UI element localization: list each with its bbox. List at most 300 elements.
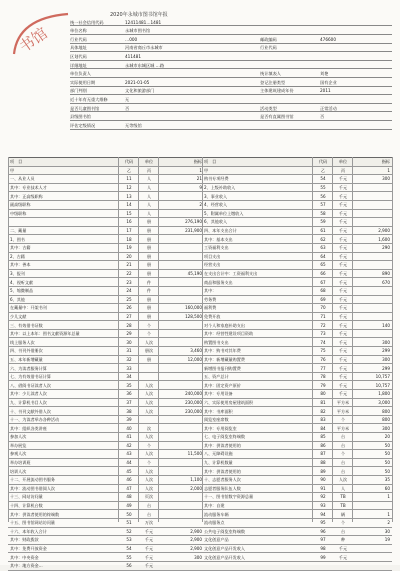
table-cell: 其中：固定资产原价	[204, 382, 241, 388]
table-cell: 其中：书库面积	[204, 408, 233, 414]
table-cell: 千元	[338, 210, 348, 216]
table-cell: 台	[340, 434, 346, 440]
table-cell: 86	[320, 442, 326, 448]
table-cell: 册	[146, 271, 152, 277]
table-grid-line	[8, 157, 9, 522]
table-cell: 69	[320, 296, 326, 302]
table-cell: 个	[340, 520, 346, 526]
table-row	[8, 321, 392, 330]
table-cell: 50	[384, 468, 390, 474]
table-cell: 19	[384, 537, 390, 543]
table-cell: 50	[126, 511, 132, 517]
table-cell: 83	[320, 417, 326, 423]
table-cell: 39	[126, 417, 132, 423]
table-row	[8, 467, 392, 476]
table-cell: 文化创意产品	[204, 537, 229, 543]
table-row	[8, 493, 392, 502]
table-cell: 84	[320, 425, 326, 431]
table-cell: 21	[126, 262, 132, 268]
table-cell: 举办展览	[10, 442, 27, 448]
header-row	[70, 61, 392, 69]
table-cell: 1	[387, 167, 390, 173]
table-cell: 2	[199, 202, 202, 208]
table-cell: 17	[126, 228, 132, 234]
table-cell: 六、为读者服务计算	[10, 365, 47, 371]
table-cell: 1,600	[378, 236, 390, 242]
table-cell: 30	[384, 528, 390, 534]
svg-text:书馆: 书馆	[15, 24, 51, 57]
table-cell: 四、书刊外借册次	[10, 348, 43, 354]
table-cell: 副高级职称	[10, 202, 31, 208]
statistics-table	[8, 157, 392, 571]
table-cell: 56	[126, 563, 132, 569]
table-cell: 53	[126, 537, 132, 543]
table-row	[8, 175, 392, 184]
table-cell: 甲	[204, 167, 209, 173]
header-value-2: 正常活动	[320, 105, 337, 111]
table-cell: 种	[340, 537, 346, 543]
table-row	[8, 227, 392, 236]
table-cell: 千元	[338, 245, 348, 251]
table-cell: 42	[126, 442, 132, 448]
table-cell: 千元	[338, 176, 348, 182]
table-row	[8, 536, 392, 545]
table-cell: 九、计算机数量	[204, 460, 233, 466]
table-cell: TB	[340, 503, 346, 509]
table-grid-line	[202, 157, 203, 522]
table-cell: 千元	[338, 193, 348, 199]
table-cell: 其中：善本	[10, 262, 31, 268]
table-cell: 八、无障碍设施	[204, 451, 233, 457]
table-cell: 18	[126, 236, 132, 242]
header-label: 评估定级情况	[70, 122, 96, 128]
table-row	[8, 433, 392, 442]
table-cell: 其中：少儿读者人次	[10, 391, 47, 397]
table-cell: 2	[387, 520, 390, 526]
header-label-2: 主体建筑建成年份	[260, 88, 294, 94]
table-cell: 80	[320, 391, 326, 397]
table-row	[8, 485, 392, 494]
table-cell: 人次	[144, 451, 154, 457]
table-cell: 45,190	[187, 271, 202, 277]
table-cell: 240,000	[185, 391, 202, 397]
table-cell: 其中：供读者使用的终端数	[10, 511, 60, 517]
table-cell: 47	[126, 485, 132, 491]
table-cell: 十一、为读者举办各种活动	[10, 417, 60, 423]
table-cell: 27	[126, 313, 132, 319]
table-cell: 89	[320, 468, 326, 474]
header-row	[70, 95, 392, 103]
table-grid-line	[332, 157, 333, 522]
table-cell: 54	[126, 546, 132, 552]
table-cell: 千元	[338, 374, 348, 380]
table-cell: 49	[126, 503, 132, 509]
table-cell: 10,757	[375, 374, 390, 380]
table-cell: 6、其他	[10, 296, 25, 302]
table-cell: 92	[320, 494, 326, 500]
table-row	[8, 364, 392, 373]
table-cell: 44	[126, 460, 132, 466]
table-cell: 项 目	[10, 159, 23, 165]
table-cell: 46	[126, 477, 132, 483]
table-cell: 四、本年支出合计	[204, 228, 237, 234]
table-cell: 95	[320, 520, 326, 526]
table-cell: 十六、本年收入合计	[10, 528, 47, 534]
table-cell: 对个人和家庭补助支出	[204, 322, 245, 328]
table-cell: 免费开放	[204, 313, 221, 319]
table-cell: 1	[199, 167, 202, 173]
table-cell: 2,900	[378, 228, 390, 234]
table-cell: 千元	[144, 554, 154, 560]
table-cell: 册	[146, 219, 152, 225]
table-cell: 册	[146, 356, 152, 362]
table-cell: 册	[146, 236, 152, 242]
table-cell: 76	[320, 356, 326, 362]
table-cell: 66	[320, 271, 326, 277]
table-cell: 300	[382, 176, 390, 182]
table-cell: 90	[320, 477, 326, 483]
table-cell: 其中：专用设备	[204, 391, 233, 397]
table-cell: 平方米	[336, 425, 350, 431]
table-row	[8, 381, 392, 390]
header-value: 12411481…1481	[125, 19, 162, 25]
table-cell: 册	[146, 253, 152, 259]
table-cell: 人次	[144, 485, 154, 491]
table-cell: 件	[146, 279, 152, 285]
table-cell: 276,190	[185, 219, 202, 225]
header-label-2: 登记注册类型	[260, 79, 286, 85]
table-cell: 1,800	[378, 391, 390, 397]
table-cell: 其中：免费开放资金	[10, 546, 47, 552]
table-cell: 25	[126, 296, 132, 302]
table-cell: 人次	[144, 339, 154, 345]
table-cell: 其中：正高级职称	[10, 193, 43, 199]
table-cell: 299	[382, 365, 390, 371]
table-cell: 人次	[144, 382, 154, 388]
table-cell: 11,500	[187, 451, 202, 457]
table-row	[8, 313, 392, 322]
table-cell: 个	[146, 322, 152, 328]
table-cell: 230,000	[185, 399, 202, 405]
table-cell: 经营支出	[204, 262, 221, 268]
table-cell: 其中：供读者使用的	[204, 468, 241, 474]
table-cell: 4、经营收入	[204, 202, 228, 208]
table-cell: 61	[320, 228, 326, 234]
table-cell: 在支出合计中：工资福利支出	[204, 271, 258, 277]
table-cell: 志愿者服务队伍人数	[204, 485, 241, 491]
table-cell: 77	[320, 365, 326, 371]
table-cell: 册	[146, 262, 152, 268]
table-cell: 乙	[320, 167, 326, 173]
table-row	[8, 210, 392, 219]
table-cell: 二、藏量	[10, 228, 27, 234]
table-cell: 人次	[144, 434, 154, 440]
table-cell: 其中：购书对其年费	[204, 348, 241, 354]
header-value-2: 刘艳	[320, 71, 329, 77]
table-cell: 67	[320, 279, 326, 285]
header-label: 具体地址	[70, 45, 87, 51]
table-cell: 99	[320, 554, 326, 560]
table-cell: 1,100	[190, 477, 202, 483]
table-cell: 人	[146, 176, 152, 182]
table-cell: 千元	[144, 546, 154, 552]
table-row	[8, 502, 392, 511]
table-cell: 千元	[338, 391, 348, 397]
table-cell: 个	[146, 331, 152, 337]
table-cell: 94	[320, 511, 326, 517]
table-cell: 购书专项经费	[204, 176, 229, 182]
table-cell: 36	[126, 391, 132, 397]
header-value: 2021-01-05	[125, 79, 150, 85]
header-value: 无等级馆	[125, 122, 142, 128]
table-row	[8, 270, 392, 279]
table-cell: 34	[126, 374, 132, 380]
table-header-row	[8, 158, 392, 167]
table-row	[8, 399, 392, 408]
table-cell: 35	[384, 477, 390, 483]
table-cell: 少儿文献	[10, 313, 27, 319]
table-cell: 50	[384, 460, 390, 466]
table-row	[8, 218, 392, 227]
table-cell: 千元	[338, 253, 348, 259]
table-cell: 十四、计算机台数	[10, 503, 43, 509]
table-row	[8, 192, 392, 201]
table-cell: 1、图书	[10, 236, 25, 242]
table-cell: 千元	[338, 356, 348, 362]
table-row	[8, 459, 392, 468]
table-row	[8, 287, 392, 296]
table-cell: 2、上级补助收入	[204, 185, 236, 191]
table-cell: 75	[320, 348, 326, 354]
table-cell: 300	[382, 425, 390, 431]
table-cell: 41	[126, 434, 132, 440]
table-cell: 其中：新增藏量购置费	[204, 356, 245, 362]
table-grid-line	[118, 157, 119, 522]
table-cell: 50	[384, 451, 390, 457]
table-cell: 件	[146, 288, 152, 294]
table-cell: 97	[320, 537, 326, 543]
table-grid-line	[392, 157, 393, 522]
table-cell: 55	[126, 554, 132, 560]
table-cell: 其中：自建	[204, 503, 225, 509]
table-cell: 千元	[338, 288, 348, 294]
table-cell: 页次	[144, 494, 154, 500]
table-cell: 商品和服务支出	[204, 279, 233, 285]
table-cell: 28	[126, 322, 132, 328]
table-row	[8, 244, 392, 253]
header-label: 行业代码	[70, 36, 87, 42]
table-cell: 十五、图书馆网站访问量	[10, 520, 56, 526]
table-cell: 台	[146, 511, 152, 517]
table-cell: 个	[146, 442, 152, 448]
header-row	[70, 70, 392, 78]
table-cell: 55	[320, 185, 326, 191]
table-cell: 其中：	[204, 288, 217, 294]
table-cell: 人	[146, 193, 152, 199]
table-cell: 公共电子阅览室终端数	[204, 528, 245, 534]
table-row	[8, 416, 392, 425]
table-cell: 个	[146, 460, 152, 466]
table-cell: 千元	[144, 563, 154, 569]
table-cell: 项 目	[204, 159, 217, 165]
table-cell: 劳务费	[204, 296, 217, 302]
table-cell: 670	[382, 279, 390, 285]
table-cell: 万次	[144, 520, 154, 526]
table-cell: 74	[320, 339, 326, 345]
table-cell: 单位	[144, 159, 154, 165]
table-cell: 人次	[144, 391, 154, 397]
table-cell: 16	[126, 219, 132, 225]
table-cell: 890	[382, 271, 390, 277]
table-cell: 1	[387, 494, 390, 500]
table-row	[8, 330, 392, 339]
table-cell: 台	[340, 442, 346, 448]
table-cell: 单位	[338, 159, 348, 165]
header-label-2: 是否有直属图书馆	[260, 114, 294, 120]
table-cell: 乙	[126, 167, 132, 173]
table-cell: 5、缩微制品	[10, 288, 34, 294]
table-cell: 在藏量中：开架书刊	[10, 305, 47, 311]
table-cell: 人次	[144, 399, 154, 405]
table-cell: 千元	[338, 554, 348, 560]
header-value: 411481	[125, 53, 141, 59]
table-cell: 五、本年新增藏量	[10, 356, 43, 362]
table-row	[8, 390, 392, 399]
table-cell: 54	[320, 176, 326, 182]
table-cell: 次	[146, 425, 152, 431]
table-cell: 千元	[338, 271, 348, 277]
table-cell: 72	[320, 322, 326, 328]
header-label: 单位名称	[70, 28, 87, 34]
table-cell: 65	[320, 262, 326, 268]
header-row	[70, 35, 392, 43]
table-cell: 流动服务点	[204, 520, 225, 526]
table-cell: 19	[126, 245, 132, 251]
table-cell: 300	[382, 356, 390, 362]
header-row	[70, 78, 392, 86]
table-cell: 册	[146, 245, 152, 251]
table-cell: 千元	[338, 236, 348, 242]
table-cell: 丙	[340, 167, 346, 173]
table-cell: 人次	[338, 477, 348, 483]
table-cell: 31	[126, 348, 132, 354]
table-cell: TB	[340, 494, 346, 500]
table-row	[8, 261, 392, 270]
header-value: 永城市图书馆	[125, 28, 151, 34]
header-row	[70, 87, 392, 95]
table-row	[8, 278, 392, 287]
header-value-2: 否	[320, 114, 325, 120]
table-cell: 六、实际使用房屋建筑面积	[204, 399, 254, 405]
table-cell: 60	[384, 485, 390, 491]
table-row	[8, 528, 392, 537]
table-cell: 2,000	[190, 485, 202, 491]
table-cell: 87	[320, 451, 326, 457]
table-cell: 千元	[338, 365, 348, 371]
header-value: 否	[125, 105, 130, 111]
table-row	[8, 304, 392, 313]
table-cell: 3、事业收入	[204, 193, 228, 199]
header-value-2: 476600	[320, 36, 336, 42]
table-cell: 59	[320, 219, 326, 225]
table-grid-line	[312, 157, 313, 522]
table-cell: 231,900	[185, 228, 202, 234]
table-row	[8, 347, 392, 356]
table-cell: 福利费	[204, 305, 217, 311]
table-cell: 其中：基本支出	[204, 236, 233, 242]
header-row	[70, 18, 392, 26]
table-cell: 个	[340, 451, 346, 457]
table-row	[8, 424, 392, 433]
header-row	[70, 44, 392, 52]
table-cell: 71	[320, 313, 326, 319]
table-cell: 800	[382, 408, 390, 414]
table-cell: 指标	[193, 159, 202, 165]
table-cell: 十、志愿者服务人次	[204, 477, 241, 483]
table-cell: 九、计算机书目人次	[10, 399, 47, 405]
table-cell: 300	[382, 339, 390, 345]
table-cell: 68	[320, 288, 326, 294]
table-cell: 十二、开展流动图书服务	[10, 477, 56, 483]
table-cell: 新增图书报刊购置费	[204, 365, 241, 371]
table-cell: 85	[320, 434, 326, 440]
table-cell: 千元	[338, 305, 348, 311]
header-label: 区划代码	[70, 53, 87, 59]
table-cell: 32	[126, 356, 132, 362]
table-cell: 台	[340, 460, 346, 466]
table-cell: 78	[320, 374, 326, 380]
table-cell: 290	[382, 245, 390, 251]
table-cell: 流动服务车辆	[204, 511, 229, 517]
table-cell: 甲	[10, 167, 15, 173]
table-row	[8, 450, 392, 459]
header-label: 是否儿童图书馆	[70, 105, 100, 111]
table-cell: 其中：地方资金…	[10, 563, 43, 569]
table-cell: 千元	[338, 279, 348, 285]
table-cell: 2、古籍	[10, 253, 25, 259]
table-cell: 文化创意产品开发收入	[204, 554, 245, 560]
table-grid-line	[158, 157, 159, 522]
table-cell: 64	[320, 253, 326, 259]
table-cell: 平方米	[336, 399, 350, 405]
table-cell: 册	[146, 228, 152, 234]
table-cell: 七、电子阅览室终端数	[204, 434, 245, 440]
table-cell: 5、附属单位上缴收入	[204, 210, 244, 216]
table-cell: 千元	[338, 331, 348, 337]
table-row	[8, 184, 392, 193]
table-cell: 35	[126, 382, 132, 388]
header-label: 县级图书馆	[70, 114, 91, 120]
table-cell: 其中：以上本年：图书文献资源年总量	[10, 331, 80, 337]
table-grid-line	[138, 157, 139, 522]
table-cell: 千元	[338, 296, 348, 302]
table-cell: 其中：古籍	[10, 245, 31, 251]
table-cell: 其中：专用阅览室	[204, 425, 237, 431]
table-cell: 五、资产总计	[204, 374, 229, 380]
header-label-2: 活动类型	[260, 105, 277, 111]
table-cell: 3,460	[190, 348, 202, 354]
table-cell: 50	[384, 442, 390, 448]
table-cell: 230,000	[185, 408, 202, 414]
table-row	[8, 373, 392, 382]
table-cell: 其中：专业技术人才	[10, 185, 47, 191]
table-cell: 千元	[144, 528, 154, 534]
table-cell: 中级职称	[10, 210, 27, 216]
table-cell: 项目支出	[204, 253, 221, 259]
table-cell: 其中：经营性建设项目资助	[204, 331, 254, 337]
header-label: 详细地址	[70, 62, 87, 68]
table-row	[8, 562, 392, 571]
